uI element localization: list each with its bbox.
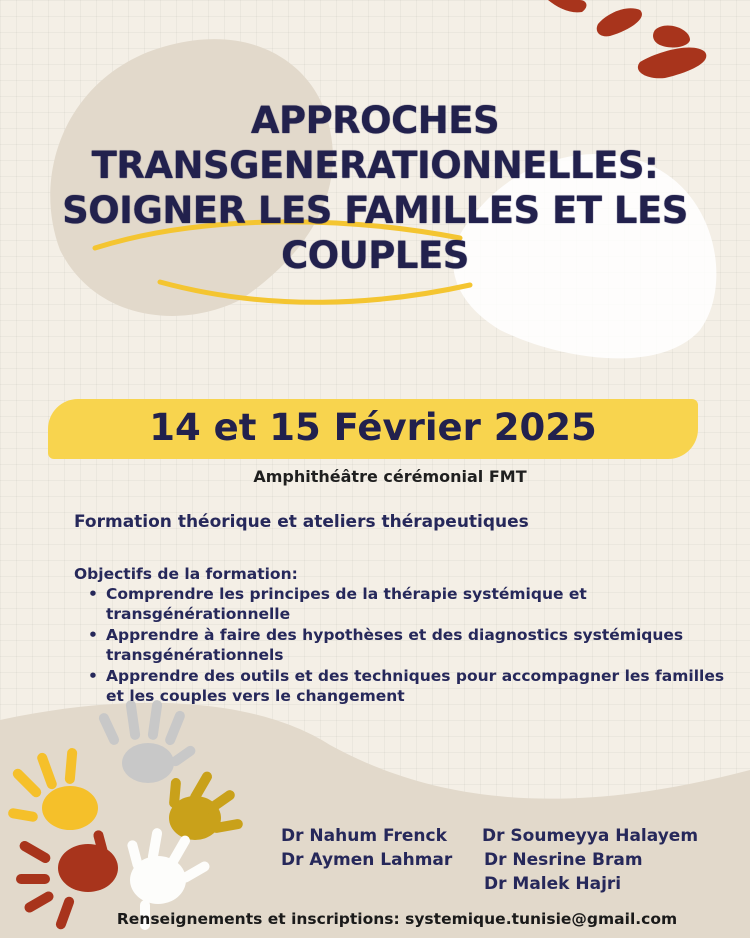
rust-brush-stroke bbox=[638, 47, 706, 78]
flyer-title bbox=[0, 98, 750, 278]
formation-subtitle: Formation théorique et ateliers thérapeutiques bbox=[74, 512, 529, 532]
objective-item: • Apprendre à faire des hypothèses et des diagnostics systémiques transgénérationnels bbox=[86, 626, 726, 665]
title-line: APPROCHES bbox=[250, 99, 500, 142]
objective-item: • Apprendre des outils et des techniques pour accompagner les familles et les couples vers le changement bbox=[86, 667, 726, 706]
doctor-name: Dr Soumeyya Halayem bbox=[482, 826, 699, 846]
doctor-name: Dr Aymen Lahmar bbox=[281, 850, 453, 870]
event-venue: Amphithéâtre cérémonial FMT bbox=[253, 467, 527, 486]
doctor-name: Dr Malek Hajri bbox=[484, 874, 622, 894]
event-date: 14 et 15 Février 2025 bbox=[149, 406, 597, 449]
rust-brush-stroke bbox=[548, 0, 586, 12]
title-line: TRANSGENERATIONNELLES: bbox=[91, 144, 659, 187]
rust-brush-stroke bbox=[597, 8, 642, 36]
contact-line: Renseignements et inscriptions: systemique.tunisie@gmail.com bbox=[116, 910, 678, 928]
rust-brush-stroke bbox=[653, 25, 690, 47]
doctor-name: Dr Nesrine Bram bbox=[484, 850, 643, 870]
doctor-name: Dr Nahum Frenck bbox=[281, 826, 447, 846]
objectives-heading: Objectifs de la formation: bbox=[74, 565, 298, 583]
title-line: COUPLES bbox=[281, 234, 469, 277]
objectives-list bbox=[86, 585, 726, 708]
objective-item: • Comprendre les principes de la thérapie systémique et transgénérationnelle bbox=[86, 585, 726, 624]
title-line: SOIGNER LES FAMILLES ET LES bbox=[62, 189, 688, 232]
